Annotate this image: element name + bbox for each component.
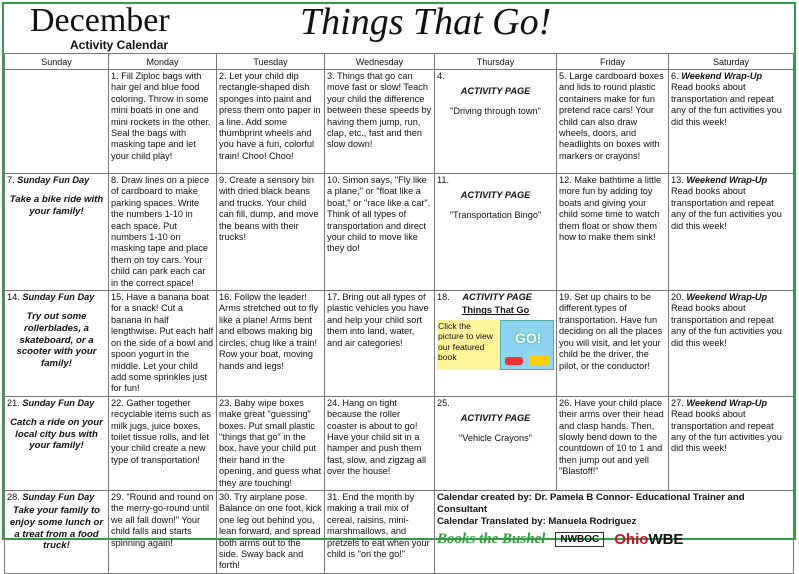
activity-page-heading: ACTIVITY PAGE [460,86,531,97]
day-cell: 26. Have your child place their arms over their head and clasp hands. Then, slowly bend down to the countdown of 10 to 1 and then jump out and yell "Blastoff!" [557,396,669,490]
day-number: 11. [437,175,450,185]
weekend-wrapup-cell [669,291,794,397]
activity-page-heading: ACTIVITY PAGE [460,190,531,201]
sunday-text: Try out some rollerblades, a skateboard, or a scooter with your family! [16,311,97,369]
sunday-text: Take a bike ride with your family! [9,194,104,217]
day-cell: 16. Follow the leader! Arms stretched out to fly like a plane! Arms bent and elbows making big circles, chug like a train! Row your boat, moving hands and legs! [217,291,325,397]
activity-page-link[interactable]: Things That Go [461,305,530,316]
day-cell: 5. Large cardboard boxes and lids to round plastic containers make for fun pretend race cars! Your child can also draw wheels, doors, and headlights on boxes with markers or crayons! [557,70,669,174]
day-cell: 9. Create a sensory bin with dried black beans and trucks. Your child can fill, dump, and move the beans with their trucks! [217,174,325,291]
activity-page-cell[interactable] [435,174,557,291]
day-cell: 10. Simon says, "Fly like a plane," or "float like a boat," or "race like a car". Think of all types of transportation and direct your child to move like they do! [325,174,435,291]
week-row-1 [5,70,794,174]
day-cell: 24. Hang on tight because the roller coaster is about to go! Have your child sit in a hamper and push them fast, slow, and zigzag all over the house! [325,396,435,490]
weekday-wednesday: Wednesday [325,54,435,70]
day-number: 7. [7,175,15,185]
weekend-heading: Weekend Wrap-Up [681,71,763,81]
week-row-5 [5,490,794,573]
day-cell: 12. Make bathtime a little more fun by adding toy boats and giving your child some time to watch them float or show them how to make them sink! [557,174,669,291]
ohio-wbe-logo-ohio: Ohio [614,530,649,548]
weekday-header-row [5,54,794,70]
week-row-4 [5,396,794,490]
weekday-tuesday: Tuesday [217,54,325,70]
bus-icon [529,355,549,365]
credits-cell [435,490,794,573]
day-number: 28. [7,491,20,502]
day-cell: 1. Fill Ziploc bags with hair gel and blue food coloring. Throw in some mini boats in one and mini rockets in the other. Seal the bags with masking tape and let your child play! [109,70,217,174]
day-cell: 29. "Round and round on the merry-go-round until we all fall down!" Your child falls and starts spinning again! [109,490,217,573]
day-cell: 17. Bring out all types of plastic vehicles you have and help your child sort them into land, water, and air categories! [325,291,435,397]
day-number: 6. [671,71,679,81]
weekend-heading: Weekend Wrap-Up [686,397,768,408]
featured-book-cover[interactable] [500,320,554,370]
sunday-text: Catch a ride on your local city bus with your family! [10,417,103,452]
weekend-text: Read books about transportation and repeat any of the fun activities you did this week! [671,186,782,231]
month-title: December [30,2,170,39]
theme-title: Things That Go! [300,1,552,43]
book-cover-title: GO! [515,329,542,346]
weekend-heading: Weekend Wrap-Up [686,175,768,185]
sunday-fun-day-cell [5,174,109,291]
sunday-fun-day-cell [5,490,109,573]
books-by-the-bushel-logo[interactable]: Books the Bushel [437,530,546,547]
weekend-wrapup-cell [669,396,794,490]
sunday-fun-day-cell [5,291,109,397]
day-number: 25. [437,397,450,408]
weekday-sunday: Sunday [5,54,109,70]
activity-page-name: "Vehicle Crayons" [459,432,532,443]
day-cell: 22. Gather together recyclable items such as milk jugs, juice boxes, toilet tissue rolls, and let your child create a new type of transportation! [109,396,217,490]
weekday-thursday: Thursday [435,54,557,70]
day-cell: 31. End the month by making a trail mix of cereal, raisins, mini-marshmallows, and pretzels to eat when your child is "on the go!" [325,490,435,573]
activity-page-heading: ACTIVITY PAGE [460,413,531,424]
day-cell: 19. Set up chairs to be different types of transportation. Have fun deciding on all the places you will visit, and let your child be the driver, the pilot, or the conductor! [557,291,669,397]
day-cell: 23. Baby wipe boxes make great "guessing" boxes. Put small plastic "things that go" in the box, have your child put their hand in the opening, and guess what they are touching! [217,396,325,490]
weekend-wrapup-cell [669,174,794,291]
nwboc-logo: NWBOC [555,532,604,547]
weekend-text: Read books about transportation and repeat any of the fun activities you did this week! [671,303,782,348]
activity-page-heading: ACTIVITY PAGE [462,292,532,303]
ohio-wbe-logo [614,530,684,548]
day-number: 27. [671,397,684,408]
weekend-heading: Weekend Wrap-Up [686,292,768,303]
activity-page-name: "Driving through town" [450,105,541,116]
car-icon [505,357,523,365]
weekday-friday: Friday [557,54,669,70]
weekend-text: Read books about transportation and repeat any of the fun activities you did this week! [671,409,782,454]
activity-page-cell [435,291,557,397]
ohio-wbe-logo-wbe: WBE [648,530,684,548]
creator-credit: Calendar created by: Dr. Pamela B Connor- Educational Trainer and Consultant [437,491,745,515]
sponsor-logos [437,532,791,547]
day-cell: 8. Draw lines on a piece of cardboard to make parking spaces. Write the numbers 1-10 in each space. Put numbers 1-10 on masking tape and place them on toy cars. Your child can park each car in the correct space! [109,174,217,291]
sunday-heading: Sunday Fun Day [22,491,95,502]
activity-page-cell[interactable] [435,396,557,490]
translator-credit: Calendar Translated by: Manuela Rodriguez [437,515,637,527]
day-number: 14. [7,292,20,303]
weekend-wrapup-cell [669,70,794,174]
day-cell-empty [5,70,109,174]
weekday-monday: Monday [109,54,217,70]
day-number: 21. [7,397,20,408]
calendar-subtitle: Activity Calendar [70,38,169,52]
activity-page-name: "Transportation Bingo" [449,209,542,220]
day-cell: 2. Let your child dip rectangle-shaped dish sponges into paint and press them onto paper in a line. Add some thumbprint wheels and you have a fun, colorful train! Choo! Choo! [217,70,325,174]
day-cell: 3. Things that go can move fast or slow! Teach your child the difference between these speeds by having them jump, run, clap, etc., fast and then slow down! [325,70,435,174]
week-row-2 [5,174,794,291]
day-cell: 30. Try airplane pose. Balance on one foot, kick one leg out behind you, lean forward, and spread both arms out to the side. Sway back and forth! [217,490,325,573]
day-number: 18. [437,292,450,303]
featured-book-promo[interactable] [437,320,554,370]
sunday-heading: Sunday Fun Day [17,175,90,185]
day-number: 20. [671,292,684,303]
day-number: 13. [671,175,684,185]
sunday-heading: Sunday Fun Day [22,292,95,303]
weekend-text: Read books about transportation and repeat any of the fun activities you did this week! [671,82,782,127]
sunday-text: Take your family to enjoy some lunch or a treat from a food truck! [9,505,104,552]
sunday-fun-day-cell [5,396,109,490]
day-number: 4. [437,71,445,81]
week-row-3 [5,291,794,397]
calendar-grid [4,53,794,574]
sunday-heading: Sunday Fun Day [22,397,95,408]
featured-book-caption: Click the picture to view our featured book [437,320,500,370]
day-cell: 15. Have a banana boat for a snack! Cut a banana in half lengthwise. Put each half on the side of a bowl and spoon yogurt in the middle. Let your child add some sprinkles just for fun! [109,291,217,397]
activity-page-cell[interactable] [435,70,557,174]
weekday-saturday: Saturday [669,54,794,70]
